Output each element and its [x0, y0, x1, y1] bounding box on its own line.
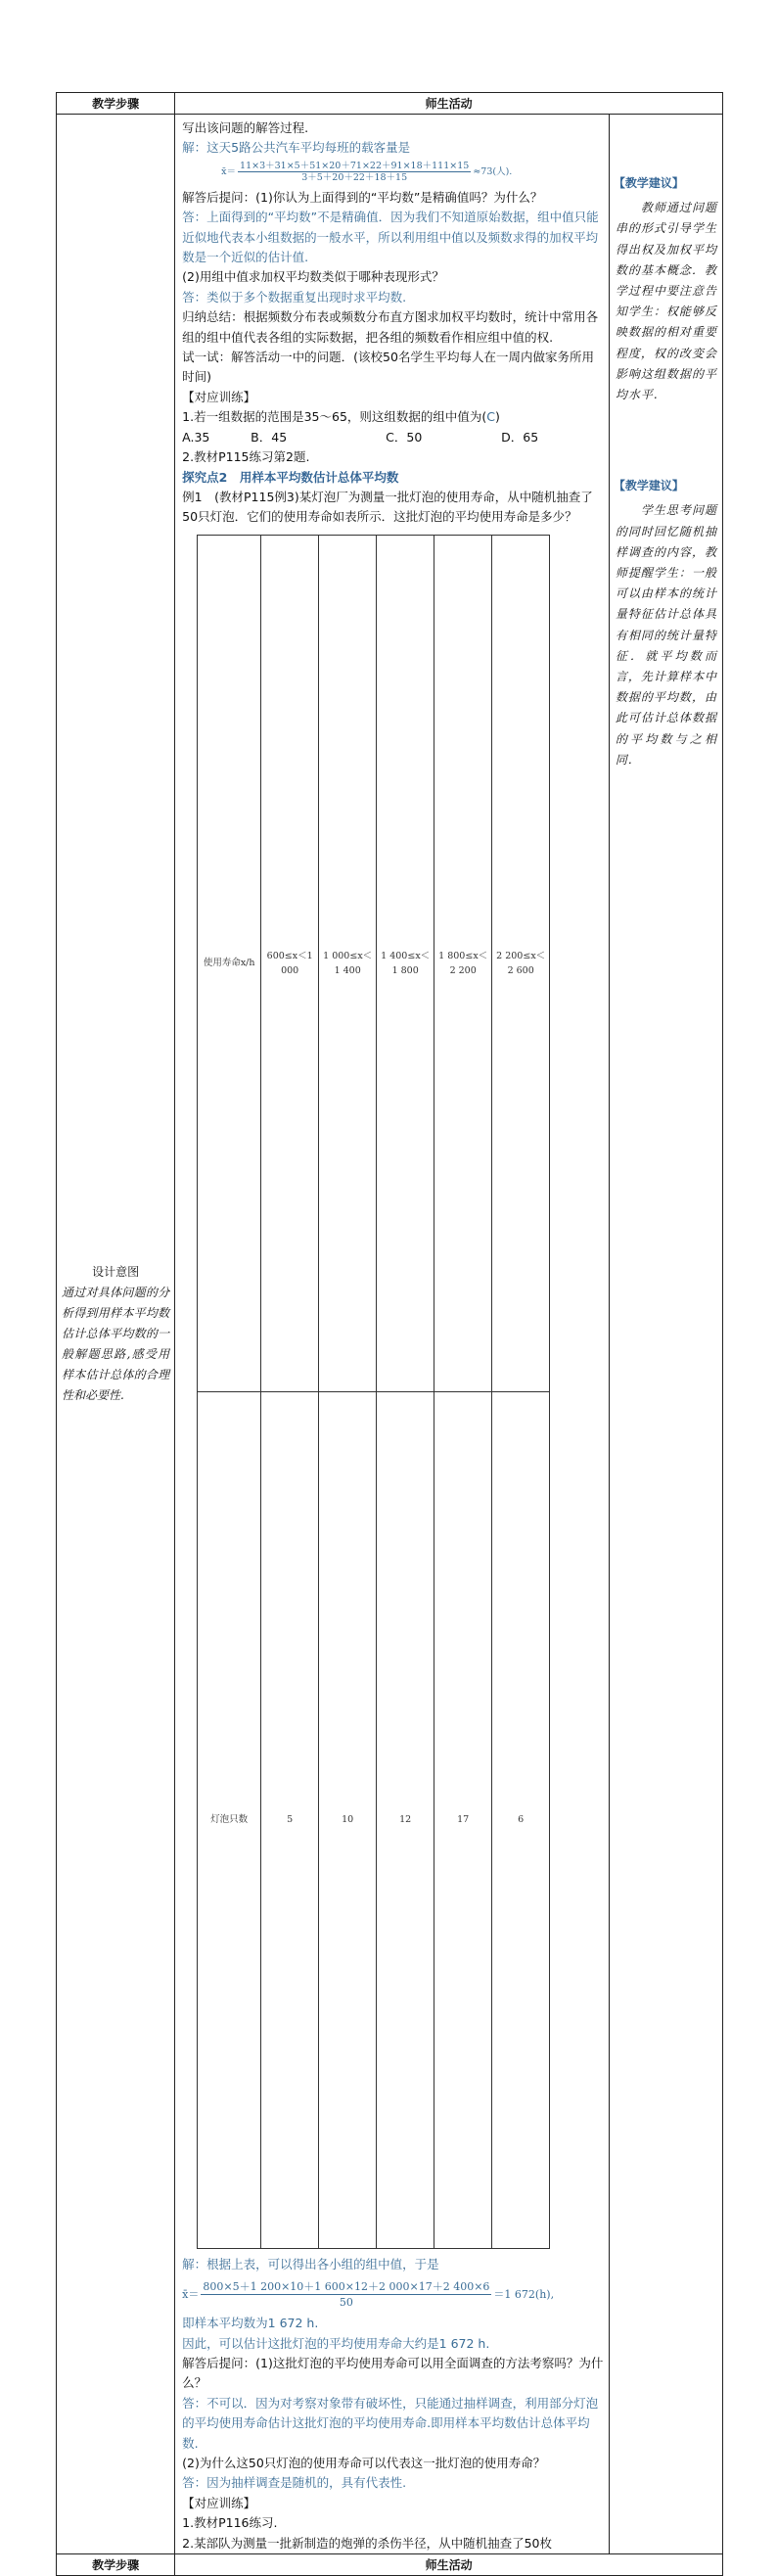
footer-activities: 师生活动	[175, 2554, 723, 2576]
intro-line: 写出该问题的解答过程.	[182, 120, 309, 135]
lifespan-label: 使用寿命x/h	[198, 535, 261, 1391]
question-4: (2)为什么这50只灯泡的使用寿命可以代表这一批灯泡的使用寿命？	[182, 2455, 546, 2470]
formula-2-numerator: 800×5＋1 200×10＋1 600×12＋2 000×17＋2 400×6	[203, 2280, 490, 2294]
teaching-suggestion-cell	[609, 115, 722, 2554]
exercise-1-stem: 1.若一组数据的范围是35～65，则这组数据的组中值为(	[182, 409, 487, 425]
question-2: (2)用组中值求加权平均数类似于哪种表现形式？	[182, 269, 444, 285]
count-cell: 6	[492, 1391, 550, 2248]
suggestion-2-body: 学生思考问题的同时回忆随机抽样调查的内容，教师提醒学生：一般可以由样本的统计量特征估计总体具有相同的统计量特征．就平均数而言，先计算样本中数据的平均数，由此可估计总体数据的平均数与之相同.	[615, 503, 717, 767]
formula-1-lhs: x̄＝	[221, 165, 237, 177]
range-cell: 1 400≤x＜1 800	[377, 535, 434, 1391]
lifespan-range-row	[198, 535, 550, 1391]
footer-steps: 教学步骤	[57, 2554, 175, 2576]
solution-2-result: 即样本平均数为1 672 h.	[182, 2316, 319, 2331]
lesson-table	[56, 92, 723, 2576]
header-activities: 师生活动	[175, 93, 723, 115]
suggestion-2-title: 【教学建议】	[613, 479, 684, 493]
solution-1-intro: 解：这天5路公共汽车平均每班的载客量是	[182, 140, 411, 156]
footer-row	[57, 2554, 723, 2576]
option-c: C．50	[386, 429, 423, 445]
formula-bus-average	[221, 161, 604, 184]
training-heading-1: 【对应训练】	[182, 389, 256, 404]
header-row	[57, 93, 723, 115]
solution-2-intro: 解：根据上表，可以得出各小组的组中值，于是	[182, 2256, 439, 2272]
range-cell: 600≤x＜1 000	[261, 535, 319, 1391]
answer-3: 答：不可以．因为对考察对象带有破坏性，只能通过抽样调查，利用部分灯泡的平均使用寿命估计这批灯泡的平均使用寿命.即用样本平均数估计总体平均数.	[182, 2395, 599, 2451]
question-3: 解答后提问：(1)这批灯泡的平均使用寿命可以用全面调查的方法考察吗？为什么？	[182, 2355, 604, 2391]
activities-cell	[175, 115, 610, 2554]
formula-1-fraction	[238, 161, 471, 184]
count-cell: 5	[261, 1391, 319, 2248]
exercise-1-options	[182, 428, 604, 447]
formula-2-lhs: x̄＝	[182, 2287, 200, 2301]
option-a: A.35	[182, 429, 210, 445]
range-cell: 2 200≤x＜2 600	[492, 535, 550, 1391]
summary: 归纳总结：根据频数分布表或频数分布直方图求加权平均数时，统计中常用各组的组中值代表各组的实际数据，把各组的频数看作相应组中值的权.	[182, 309, 599, 345]
answer-2: 答：类似于多个数据重复出现时求平均数.	[182, 289, 407, 304]
count-cell: 12	[377, 1391, 434, 2248]
design-intent-title: 设计意图	[92, 1265, 140, 1279]
lifespan-table	[197, 535, 550, 2249]
try-it: 试一试：解答活动一中的问题．(该校50名学生平均每人在一周内做家务所用时间)	[182, 350, 594, 385]
exercise-3: 1.教材P116练习.	[182, 2515, 278, 2531]
explore-heading: 探究点2 用样本平均数估计总体平均数	[182, 469, 399, 485]
bulb-count-row	[198, 1391, 550, 2248]
exercise-4: 2.某部队为测量一批新制造的炮弹的杀伤半径，从中随机抽查了50枚	[182, 2535, 553, 2551]
training-heading-2: 【对应训练】	[182, 2495, 256, 2510]
design-intent-body: 通过对具体问题的分析得到用样本平均数估计总体平均数的一般解题思路,感受用样本估计总体的合理性和必要性.	[62, 1286, 170, 1402]
range-cell: 1 800≤x＜2 200	[434, 535, 492, 1391]
formula-bulb-average	[182, 2276, 604, 2314]
answer-1: 答：上面得到的“平均数”不是精确值．因为我们不知道原始数据，组中值只能近似地代表本小组数据的一般水平，所以利用组中值以及频数求得的加权平均数是一个近似的估计值.	[182, 210, 599, 265]
exercise-1-close: )	[495, 409, 500, 425]
formula-1-numerator: 11×3＋31×5＋51×20＋71×22＋91×18＋111×15	[240, 160, 470, 171]
count-cell: 10	[319, 1391, 377, 2248]
formula-2-rhs: ＝1 672(h),	[493, 2287, 555, 2301]
example-1: 例1 (教材P115例3)某灯泡厂为测量一批灯泡的使用寿命，从中随机抽查了50只灯泡．它们的使用寿命如表所示．这批灯泡的平均使用寿命是多少？	[182, 489, 593, 525]
bulb-count-label: 灯泡只数	[198, 1391, 261, 2248]
option-d: D．65	[501, 429, 539, 445]
header-steps: 教学步骤	[57, 93, 175, 115]
suggestion-1-title: 【教学建议】	[613, 176, 684, 190]
exercise-1	[182, 407, 604, 427]
solution-2-conclusion: 因此，可以估计这批灯泡的平均使用寿命大约是1 672 h.	[182, 2335, 490, 2351]
design-intent-cell	[57, 115, 175, 2554]
formula-2-denominator: 50	[339, 2296, 353, 2310]
content-row	[57, 115, 723, 2554]
exercise-2: 2.教材P115练习第2题.	[182, 449, 310, 465]
formula-1-denominator: 3＋5＋20＋22＋18＋15	[301, 171, 408, 183]
count-cell: 17	[434, 1391, 492, 2248]
answer-4: 答：因为抽样调查是随机的，具有代表性.	[182, 2475, 407, 2491]
option-b: B．45	[251, 429, 288, 445]
suggestion-1-body: 教师通过问题串的形式引导学生得出权及加权平均数的基本概念．教学过程中要注意告知学生：权能够反映数据的相对重要程度，权的改变会影响这组数据的平均水平.	[615, 201, 717, 402]
question-1: 解答后提问：(1)你认为上面得到的“平均数”是精确值吗？为什么？	[182, 189, 543, 205]
formula-2-fraction	[201, 2279, 491, 2311]
formula-1-rhs: ≈73(人).	[473, 165, 513, 177]
range-cell: 1 000≤x＜1 400	[319, 535, 377, 1391]
exercise-1-answer: C	[486, 409, 496, 425]
